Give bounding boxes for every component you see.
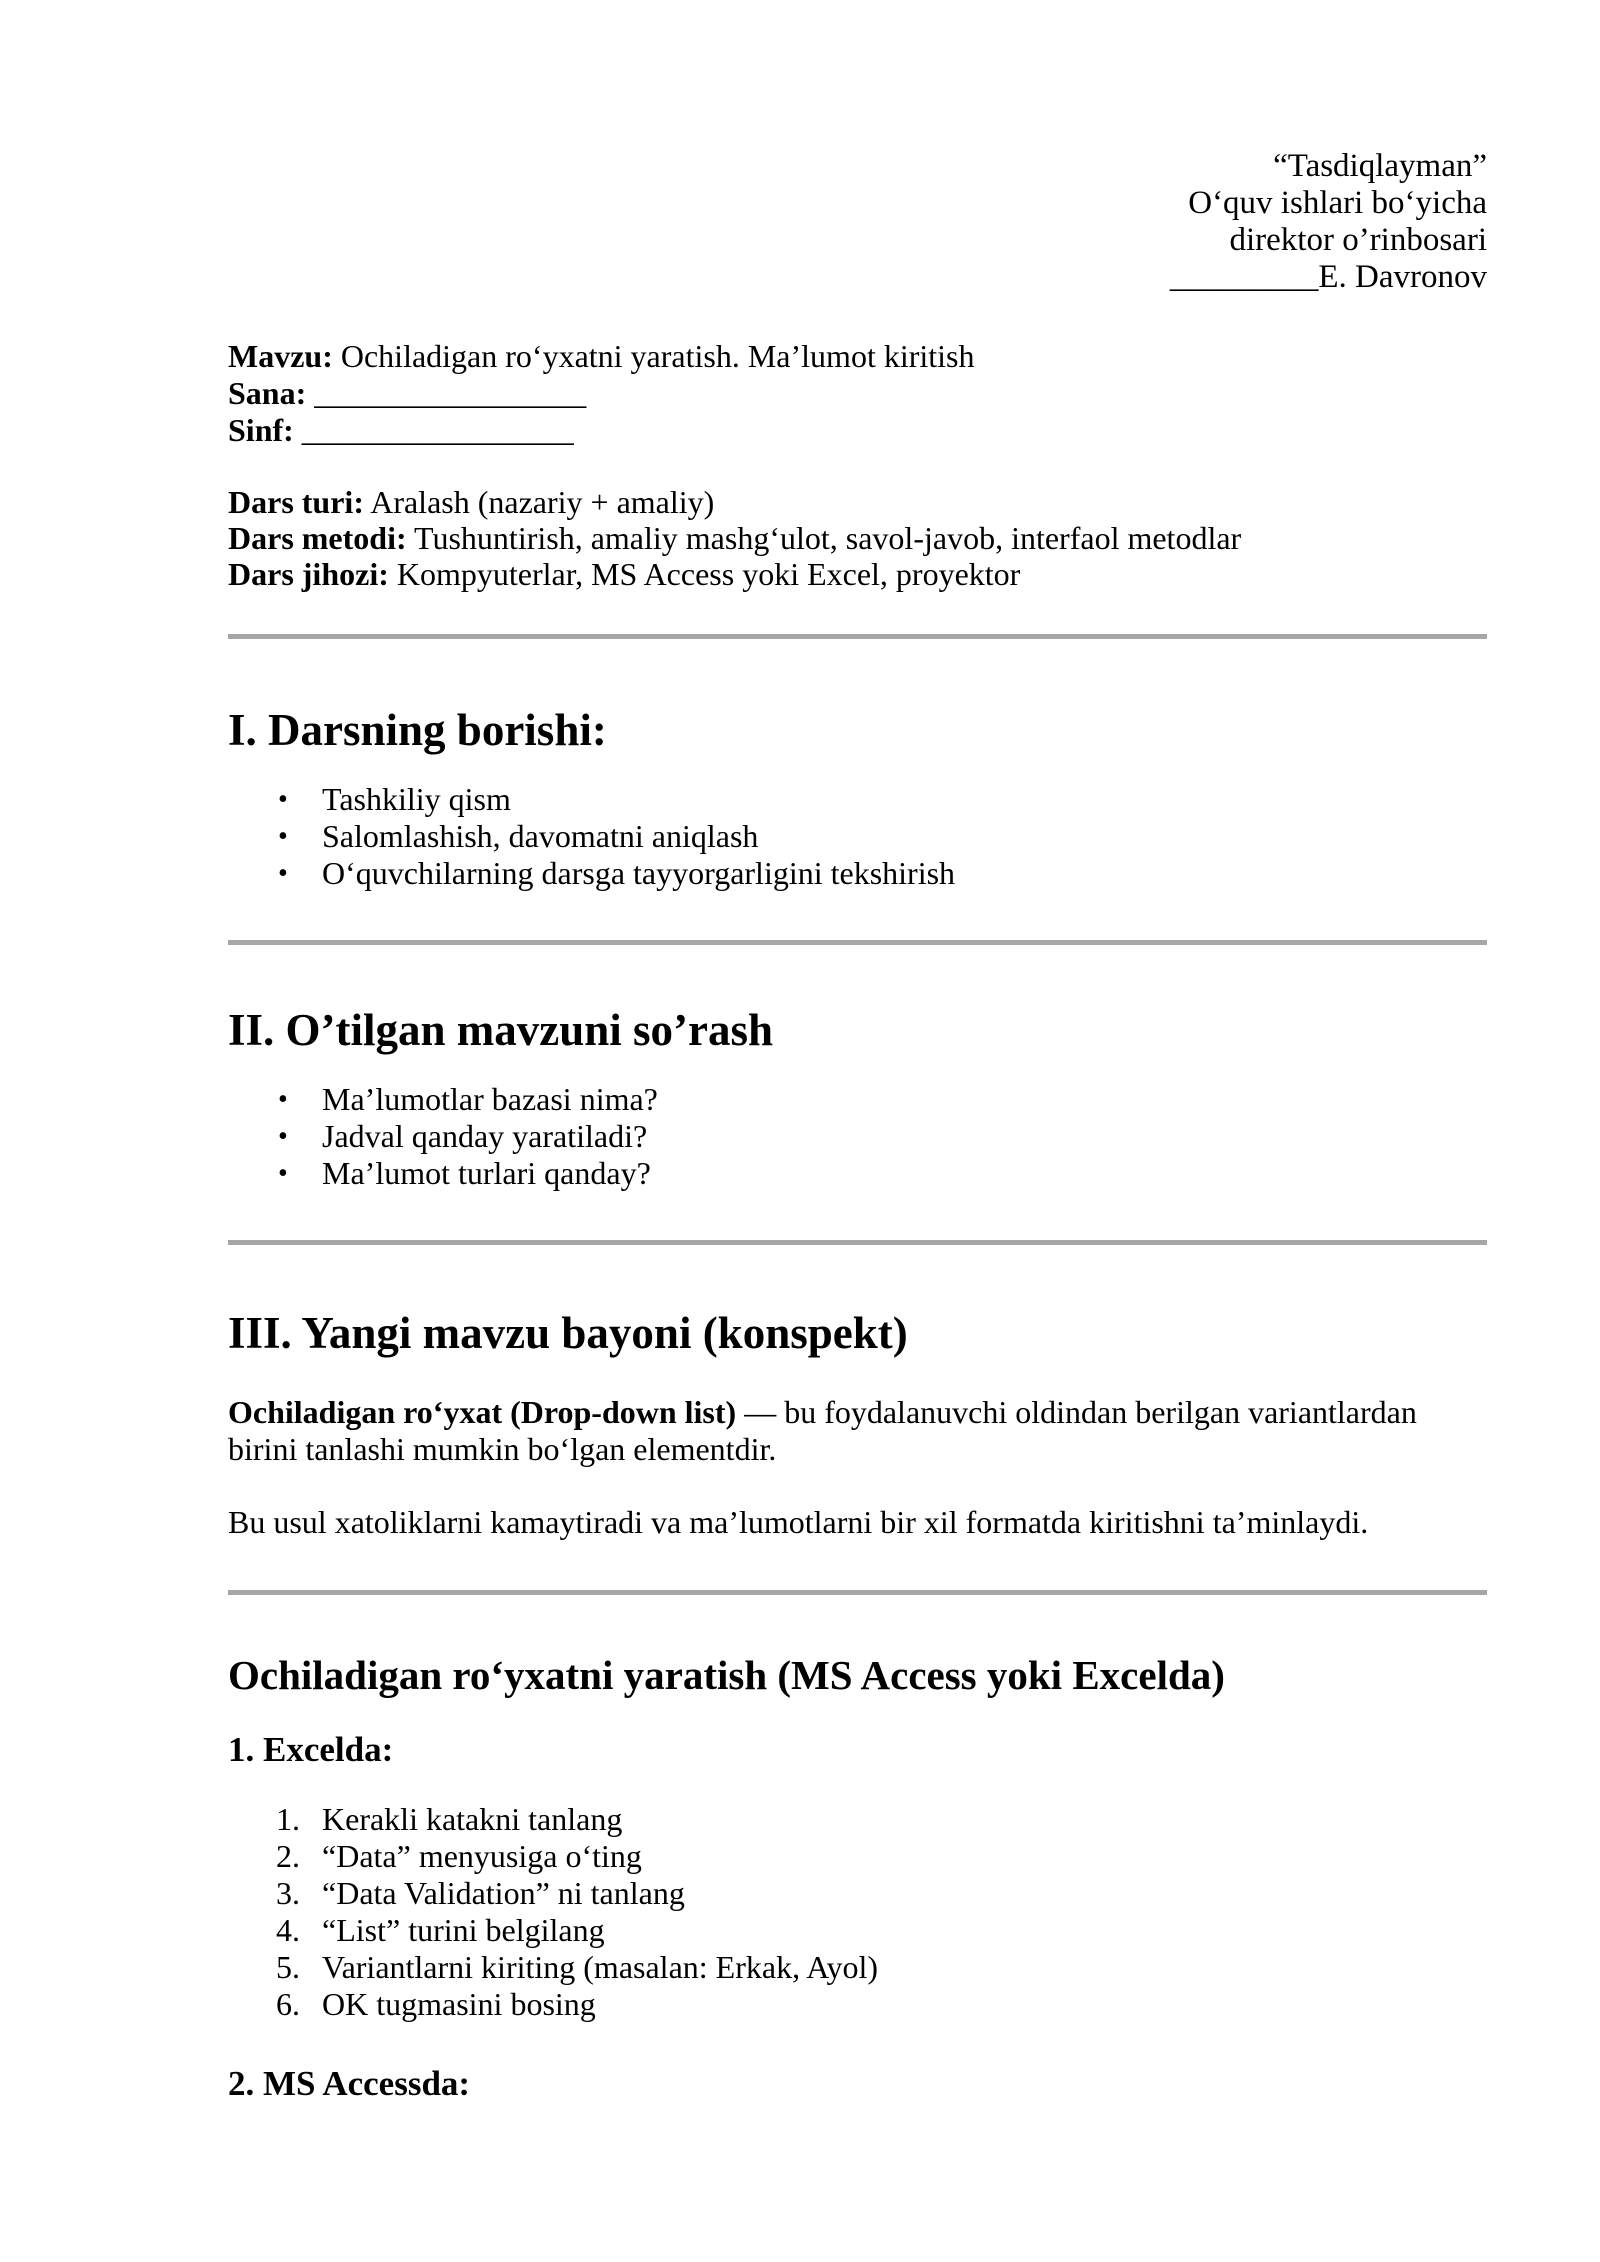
section-divider [228, 1590, 1487, 1595]
section-heading-3: III. Yangi mavzu bayoni (konspekt) [228, 1308, 908, 1358]
definition-rest: — bu foydalanuvchi oldindan berilgan variantlardan birini tanlashi mumkin bo‘lgan elementdir. [228, 1394, 1417, 1467]
dars-turi-value: Aralash (nazariy + amaliy) [370, 484, 715, 520]
list-item: • Ma’lumotlar bazasi nima? [228, 1081, 1487, 1118]
list-item: “Data” menyusiga o‘ting [322, 1838, 642, 1874]
mavzu-label: Mavzu: [228, 338, 333, 374]
sinf-line [228, 412, 1487, 449]
sana-label: Sana: [228, 375, 307, 411]
dars-jihozi-label: Dars jihozi: [228, 556, 389, 592]
list-item: • O‘quvchilarning darsga tayyorgarligini tekshirish [228, 855, 1487, 892]
approval-line-2: O‘quv ishlari bo‘yicha [1188, 185, 1487, 221]
dars-turi-line [228, 484, 1487, 520]
subsection-heading-access: 2. MS Accessda: [228, 2064, 471, 2103]
sana-line [228, 375, 1487, 412]
section-heading-4: Ochiladigan ro‘yxatni yaratish (MS Access yoki Excelda) [228, 1652, 1225, 1698]
list-item: “Data Validation” ni tanlang [322, 1875, 685, 1911]
list-item: Kerakli katakni tanlang [322, 1801, 623, 1837]
excel-steps-list [228, 1801, 1487, 2023]
dars-jihozi-value: Kompyuterlar, MS Access yoki Excel, proyektor [396, 556, 1021, 592]
lesson-details-block [228, 484, 1487, 592]
list-item: • Jadval qanday yaratiladi? [228, 1118, 1487, 1155]
note-paragraph: Bu usul xatoliklarni kamaytiradi va ma’lumotlarni bir xil formatda kiritishni ta’minlaydi. [228, 1504, 1369, 1540]
definition-term: Ochiladigan ro‘yxat (Drop-down list) [228, 1394, 737, 1430]
list-item: “List” turini belgilang [322, 1912, 605, 1948]
dars-metodi-label: Dars metodi: [228, 520, 407, 556]
mavzu-value: Ochiladigan ro‘yxatni yaratish. Ma’lumot kiritish [340, 338, 975, 374]
section-heading-1: I. Darsning borishi: [228, 705, 607, 755]
approval-line-3: direktor o’rinbosari [1229, 222, 1487, 258]
approval-signature-line: _________E. Davronov [1169, 259, 1487, 295]
section-1-bullet-list [228, 781, 1487, 892]
section-heading-2: II. O’tilgan mavzuni so’rash [228, 1005, 774, 1055]
dars-metodi-line [228, 520, 1487, 556]
dars-metodi-value: Tushuntirish, amaliy mashg‘ulot, savol-javob, interfaol metodlar [414, 520, 1242, 556]
sinf-blank: _________________ [301, 412, 574, 448]
approval-block [228, 148, 1487, 296]
section-divider [228, 634, 1487, 639]
section-divider [228, 940, 1487, 945]
dars-jihozi-line [228, 556, 1487, 592]
list-item: OK tugmasini bosing [322, 1986, 596, 2022]
list-item: • Salomlashish, davomatni aniqlash [228, 818, 1487, 855]
section-divider [228, 1240, 1487, 1245]
sinf-label: Sinf: [228, 412, 294, 448]
definition-paragraph [228, 1394, 1487, 1468]
lesson-meta-block [228, 338, 1487, 449]
subsection-heading-excel: 1. Excelda: [228, 1730, 394, 1769]
sana-blank: _________________ [314, 375, 587, 411]
approval-line-1: “Tasdiqlayman” [1273, 148, 1487, 184]
list-item: • Tashkiliy qism [228, 781, 1487, 818]
dars-turi-label: Dars turi: [228, 484, 364, 520]
section-2-bullet-list [228, 1081, 1487, 1192]
list-item: Variantlarni kiriting (masalan: Erkak, Ayol) [322, 1949, 879, 1985]
list-item: • Ma’lumot turlari qanday? [228, 1155, 1487, 1192]
mavzu-line [228, 338, 1487, 375]
